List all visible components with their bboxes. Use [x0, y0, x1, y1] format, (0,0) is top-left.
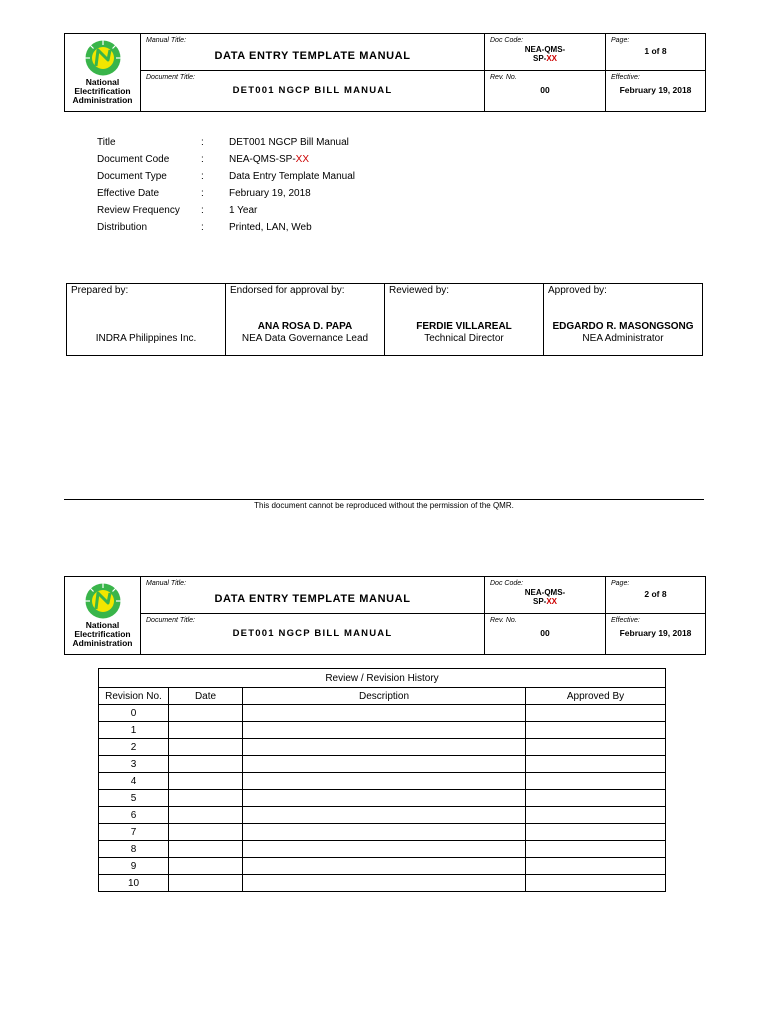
table-row: 6	[99, 807, 666, 824]
page-number: 2 of 8	[644, 589, 667, 599]
column-header: Date	[169, 688, 243, 705]
revision-table-title: Review / Revision History	[99, 669, 666, 688]
rev-no-cell	[485, 71, 606, 112]
doc-code-cell	[485, 577, 606, 614]
page-number: 1 of 8	[644, 46, 667, 56]
page-label: Page:	[611, 580, 630, 587]
org-name: National Electrification Administration	[72, 77, 133, 105]
table-row: 0	[99, 705, 666, 722]
column-header: Revision No.	[99, 688, 169, 705]
document-title-label: Document Title:	[146, 74, 195, 81]
page2-header	[64, 576, 706, 655]
table-row: 5	[99, 790, 666, 807]
logo-cell	[65, 577, 141, 655]
manual-title: DATA ENTRY TEMPLATE MANUAL	[214, 50, 411, 62]
manual-title: DATA ENTRY TEMPLATE MANUAL	[214, 593, 411, 605]
manual-title-cell	[141, 34, 485, 71]
table-row: 9	[99, 858, 666, 875]
info-row: Title : DET001 NGCP Bill Manual	[97, 137, 349, 148]
effective-date: February 19, 2018	[619, 628, 692, 638]
revision-history-table	[98, 668, 666, 892]
effective-cell	[606, 614, 706, 655]
table-row: 7	[99, 824, 666, 841]
signature-approved: Approved by: EDGARDO R. MASONGSONG NEA Administrator	[544, 284, 703, 356]
column-header: Description	[243, 688, 526, 705]
doc-code-cell	[485, 34, 606, 71]
org-name: National Electrification Administration	[72, 620, 133, 648]
signature-prepared: Prepared by: INDRA Philippines Inc.	[67, 284, 226, 356]
column-header: Approved By	[526, 688, 666, 705]
doc-code: NEA-QMS- SP-XX	[524, 588, 566, 606]
info-row: Document Type : Data Entry Template Manual	[97, 171, 355, 182]
document-title-cell	[141, 71, 485, 112]
page-label: Page:	[611, 37, 630, 44]
table-row: 10	[99, 875, 666, 892]
rev-no-label: Rev. No.	[490, 617, 517, 624]
table-row: 4	[99, 773, 666, 790]
table-row: 8	[99, 841, 666, 858]
rev-no: 00	[540, 628, 550, 638]
signature-table	[66, 283, 703, 356]
effective-label: Effective:	[611, 617, 640, 624]
rev-no: 00	[540, 85, 550, 95]
manual-title-label: Manual Title:	[146, 37, 187, 44]
effective-label: Effective:	[611, 74, 640, 81]
effective-cell	[606, 71, 706, 112]
info-row: Review Frequency : 1 Year	[97, 205, 258, 216]
document-title: DET001 NGCP BILL MANUAL	[232, 628, 393, 639]
document-title-label: Document Title:	[146, 617, 195, 624]
rev-no-cell	[485, 614, 606, 655]
info-row: Effective Date : February 19, 2018	[97, 188, 311, 199]
manual-title-label: Manual Title:	[146, 580, 187, 587]
effective-date: February 19, 2018	[619, 85, 692, 95]
document-title: DET001 NGCP BILL MANUAL	[232, 85, 393, 96]
signature-reviewed: Reviewed by: FERDIE VILLAREAL Technical Director	[385, 284, 544, 356]
document-info-list	[97, 134, 355, 236]
table-row: 2	[99, 739, 666, 756]
footer-notice: This document cannot be reproduced without the permission of the QMR.	[254, 501, 514, 510]
doc-code-label: Doc Code:	[490, 37, 524, 44]
nea-logo-icon	[84, 39, 122, 77]
page-cell	[606, 577, 706, 614]
doc-code: NEA-QMS- SP-XX	[524, 45, 566, 63]
page1-header	[64, 33, 706, 112]
document-title-cell	[141, 614, 485, 655]
rev-no-label: Rev. No.	[490, 74, 517, 81]
nea-logo-icon	[84, 582, 122, 620]
footer-divider	[64, 499, 704, 500]
table-row: 1	[99, 722, 666, 739]
info-row: Distribution : Printed, LAN, Web	[97, 222, 312, 233]
doc-code-label: Doc Code:	[490, 580, 524, 587]
signature-endorsed: Endorsed for approval by: ANA ROSA D. PAPA NEA Data Governance Lead	[226, 284, 385, 356]
table-row: 3	[99, 756, 666, 773]
logo-cell	[65, 34, 141, 112]
manual-title-cell	[141, 577, 485, 614]
page-cell	[606, 34, 706, 71]
info-row: Document Code : NEA-QMS-SP- XX	[97, 154, 310, 165]
